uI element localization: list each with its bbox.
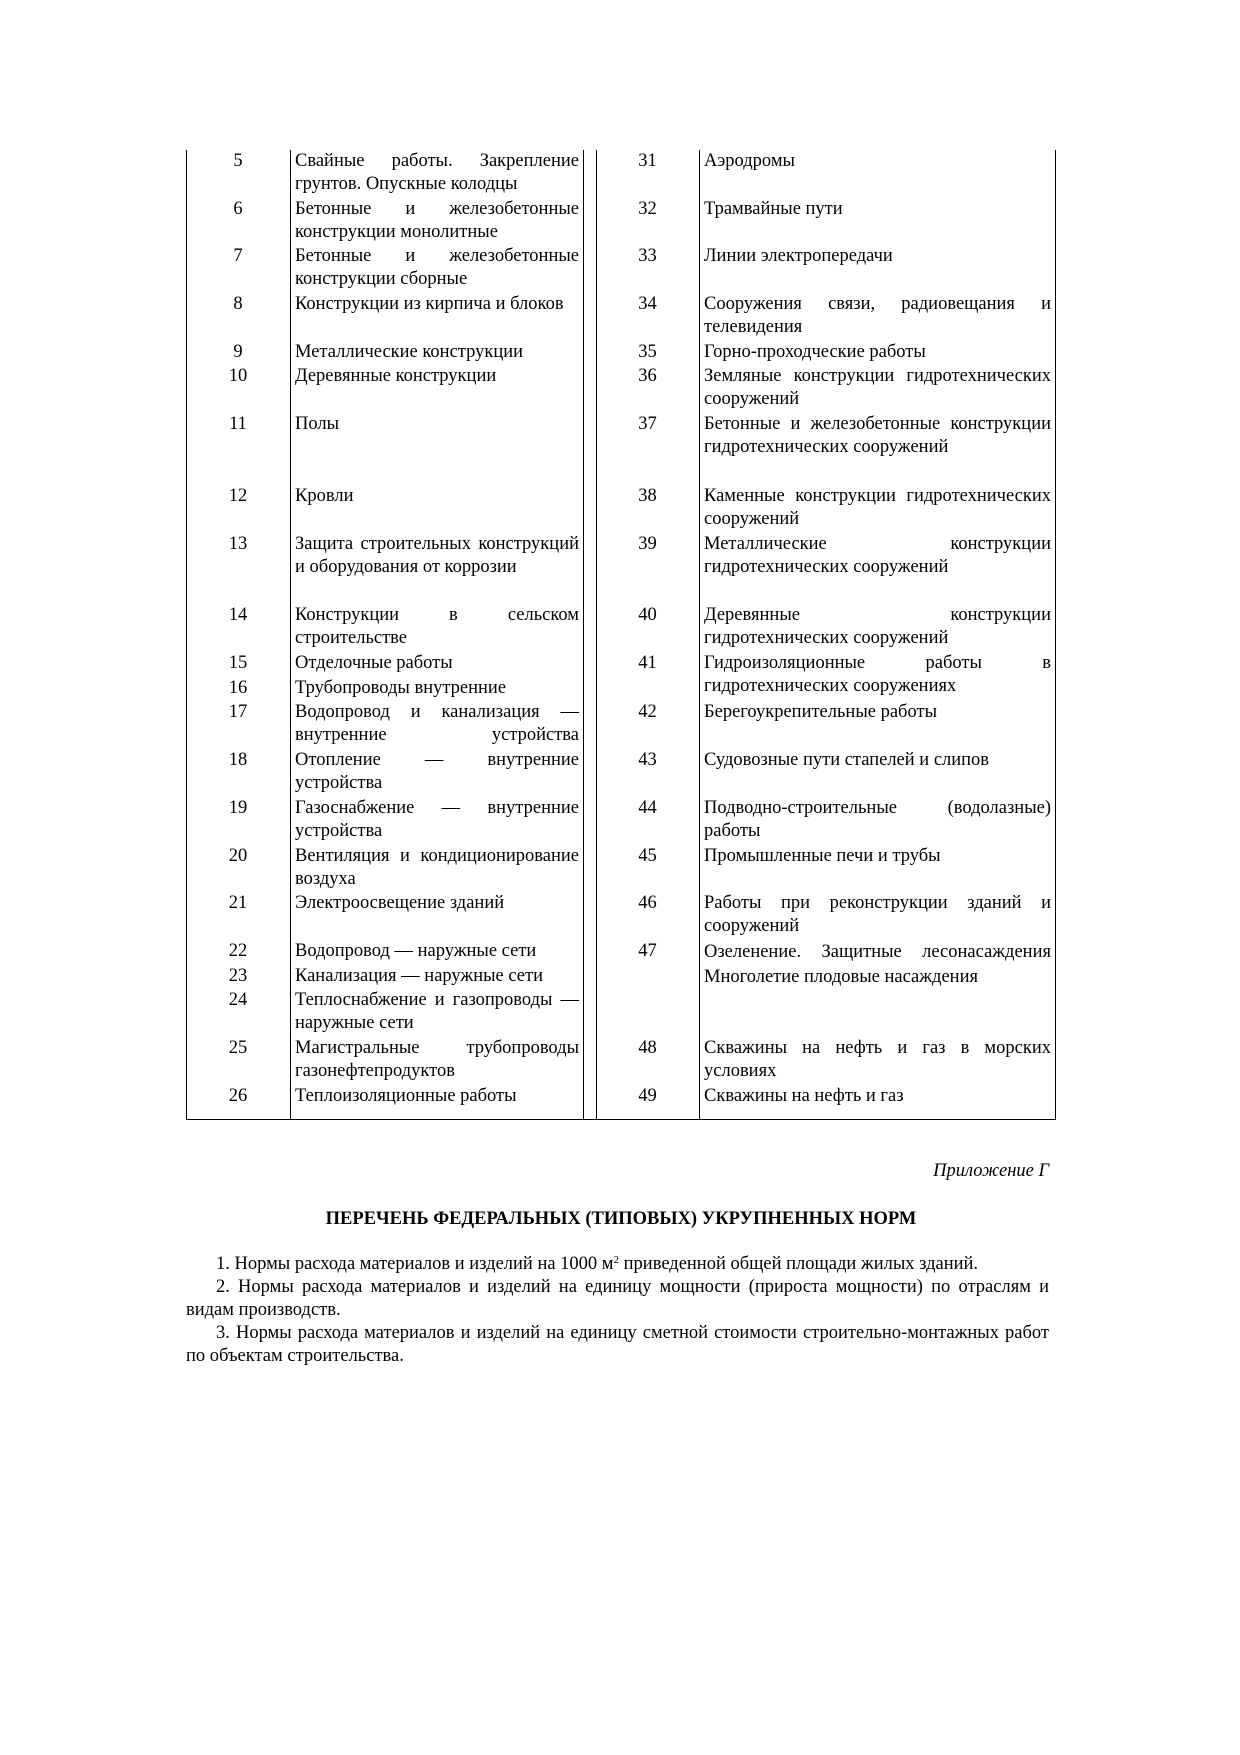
left-row-number: 15: [228, 653, 248, 673]
right-row-number: 33: [638, 246, 657, 266]
left-row-text: Свайные работы. Закрепление грунтов. Опускные колодцы: [295, 151, 579, 194]
left-row-number: 9: [233, 342, 243, 362]
superscript: 2: [613, 1254, 620, 1266]
right-row-number: 32: [638, 199, 657, 219]
table-border-right: [1055, 150, 1056, 1120]
right-row-text: Земляные конструкции гидротехнических сооружений: [704, 366, 1051, 409]
table-border-right-num: [699, 150, 700, 1120]
right-row-text: Озеленение. Защитные лесонасаждения Многолетие плодовые насаждения: [704, 942, 1051, 987]
left-row-number: 17: [228, 702, 248, 722]
left-row-number: 13: [228, 534, 248, 554]
right-row-number: 40: [638, 605, 657, 625]
left-row-text: Газоснабжение — внутренние устройства: [295, 798, 579, 841]
left-row-text: Полы: [295, 414, 340, 434]
right-row-text: Аэродромы: [704, 151, 795, 171]
right-row-number: 46: [638, 893, 657, 913]
norms-table: [186, 150, 1056, 1120]
right-row-number: 48: [638, 1038, 657, 1058]
left-row-number: 14: [228, 605, 248, 625]
left-row-number: 21: [228, 893, 248, 913]
left-row-text: Деревянные конструкции: [295, 366, 497, 386]
left-row-number: 25: [228, 1038, 248, 1058]
left-row-text: Водопровод и канализация — внутренние устройства: [295, 702, 579, 745]
left-row-text: Отопление — внутренние устройства: [295, 750, 579, 793]
right-row-number: 45: [638, 846, 657, 866]
left-row-text: Защита строительных конструкций и оборудования от коррозии: [295, 534, 579, 577]
left-row-number: 6: [233, 199, 243, 219]
right-row-number: 38: [638, 486, 657, 506]
right-row-number: 39: [638, 534, 657, 554]
right-row-number: 47: [638, 941, 657, 961]
left-row-text: Магистральные трубопроводы газонефтепродуктов: [295, 1038, 579, 1081]
left-row-number: 20: [228, 846, 248, 866]
left-row-number: 11: [229, 414, 247, 434]
right-row-text: Горно-проходческие работы: [704, 342, 926, 362]
left-row-number: 18: [228, 750, 248, 770]
left-row-text: Вентиляция и кондиционирование воздуха: [295, 846, 579, 889]
right-row-text: Бетонные и железобетонные конструкции гидротехнических сооружений: [704, 414, 1051, 457]
left-row-text: Металлические конструкции: [295, 342, 524, 362]
appendix-title: ПЕРЕЧЕНЬ ФЕДЕРАЛЬНЫХ (ТИПОВЫХ) УКРУПНЕННЫХ НОРМ: [325, 1209, 917, 1229]
right-row-number: 37: [638, 414, 657, 434]
right-row-number: 36: [638, 366, 657, 386]
left-row-text: Трубопроводы внутренние: [295, 678, 507, 698]
left-row-text: Конструкции из кирпича и блоков: [295, 294, 564, 314]
paragraph-2: 2. Нормы расхода материалов и изделий на единицу мощности (прироста мощности) по отраслям и видам производств.: [186, 1277, 1049, 1320]
table-bottom-border: [186, 1119, 1056, 1120]
right-row-number: 34: [638, 294, 657, 314]
paragraph-1: [186, 1253, 1049, 1276]
appendix-label: Приложение Г: [933, 1161, 1049, 1181]
left-row-text: Водопровод — наружные сети: [295, 941, 537, 961]
left-row-number: 12: [228, 486, 248, 506]
right-row-text: Скважины на нефть и газ в морских условиях: [704, 1038, 1051, 1081]
left-row-number: 19: [228, 798, 248, 818]
paragraph-1-text-end: приведенной общей площади жилых зданий.: [619, 1254, 979, 1274]
left-row-text: Бетонные и железобетонные конструкции сборные: [295, 246, 579, 289]
right-row-text: Металлические конструкции гидротехнических сооружений: [704, 534, 1051, 577]
appendix-paragraphs: [186, 1253, 1049, 1368]
right-row-text: Судовозные пути стапелей и слипов: [704, 750, 990, 770]
right-row-number: 49: [638, 1086, 657, 1106]
left-row-text: Электроосвещение зданий: [295, 893, 505, 913]
left-row-number: 8: [233, 294, 243, 314]
right-row-text: Сооружения связи, радиовещания и телевидения: [704, 294, 1051, 337]
left-row-number: 5: [233, 151, 243, 171]
table-border-left-text: [583, 150, 584, 1120]
left-row-text: Бетонные и железобетонные конструкции монолитные: [295, 199, 579, 242]
right-row-text: Гидроизоляционные работы в гидротехнических сооружениях: [704, 653, 1051, 696]
left-row-number: 7: [233, 246, 243, 266]
right-row-number: 31: [638, 151, 657, 171]
right-row-number: 41: [638, 653, 657, 673]
right-row-text: Деревянные конструкции гидротехнических сооружений: [704, 605, 1051, 648]
right-row-text: Линии электропередачи: [704, 246, 893, 266]
left-row-text: Теплоснабжение и газопроводы — наружные сети: [295, 990, 579, 1033]
left-row-text: Теплоизоляционные работы: [295, 1086, 517, 1106]
left-row-text: Отделочные работы: [295, 653, 453, 673]
paragraph-1-text: 1. Нормы расхода материалов и изделий на 1000 м: [216, 1254, 614, 1274]
right-row-text: Скважины на нефть и газ: [704, 1086, 904, 1106]
right-row-text: Берегоукрепительные работы: [704, 702, 937, 722]
table-border-left-num: [290, 150, 291, 1120]
right-row-text: Подводно-строительные (водолазные) работы: [704, 798, 1051, 841]
left-row-number: 26: [228, 1086, 248, 1106]
left-row-number: 10: [228, 366, 248, 386]
right-row-number: 35: [638, 342, 657, 362]
left-row-text: Канализация — наружные сети: [295, 966, 543, 986]
right-row-number: 43: [638, 750, 657, 770]
right-row-text: Промышленные печи и трубы: [704, 846, 941, 866]
right-row-text: Каменные конструкции гидротехнических сооружений: [704, 486, 1051, 529]
left-row-number: 22: [228, 941, 248, 961]
left-row-number: 23: [228, 966, 248, 986]
left-row-number: 24: [228, 990, 248, 1010]
right-row-number: 42: [638, 702, 657, 722]
left-row-number: 16: [228, 678, 248, 698]
paragraph-3: 3. Нормы расхода материалов и изделий на единицу сметной стоимости строительно-монтажных работ по объектам строительства.: [186, 1323, 1049, 1366]
right-row-text: Работы при реконструкции зданий и сооружений: [704, 893, 1051, 936]
right-row-text: Трамвайные пути: [704, 199, 843, 219]
left-row-text: Конструкции в сельском строительстве: [295, 605, 579, 648]
left-row-text: Кровли: [295, 486, 354, 506]
right-row-number: 44: [638, 798, 657, 818]
